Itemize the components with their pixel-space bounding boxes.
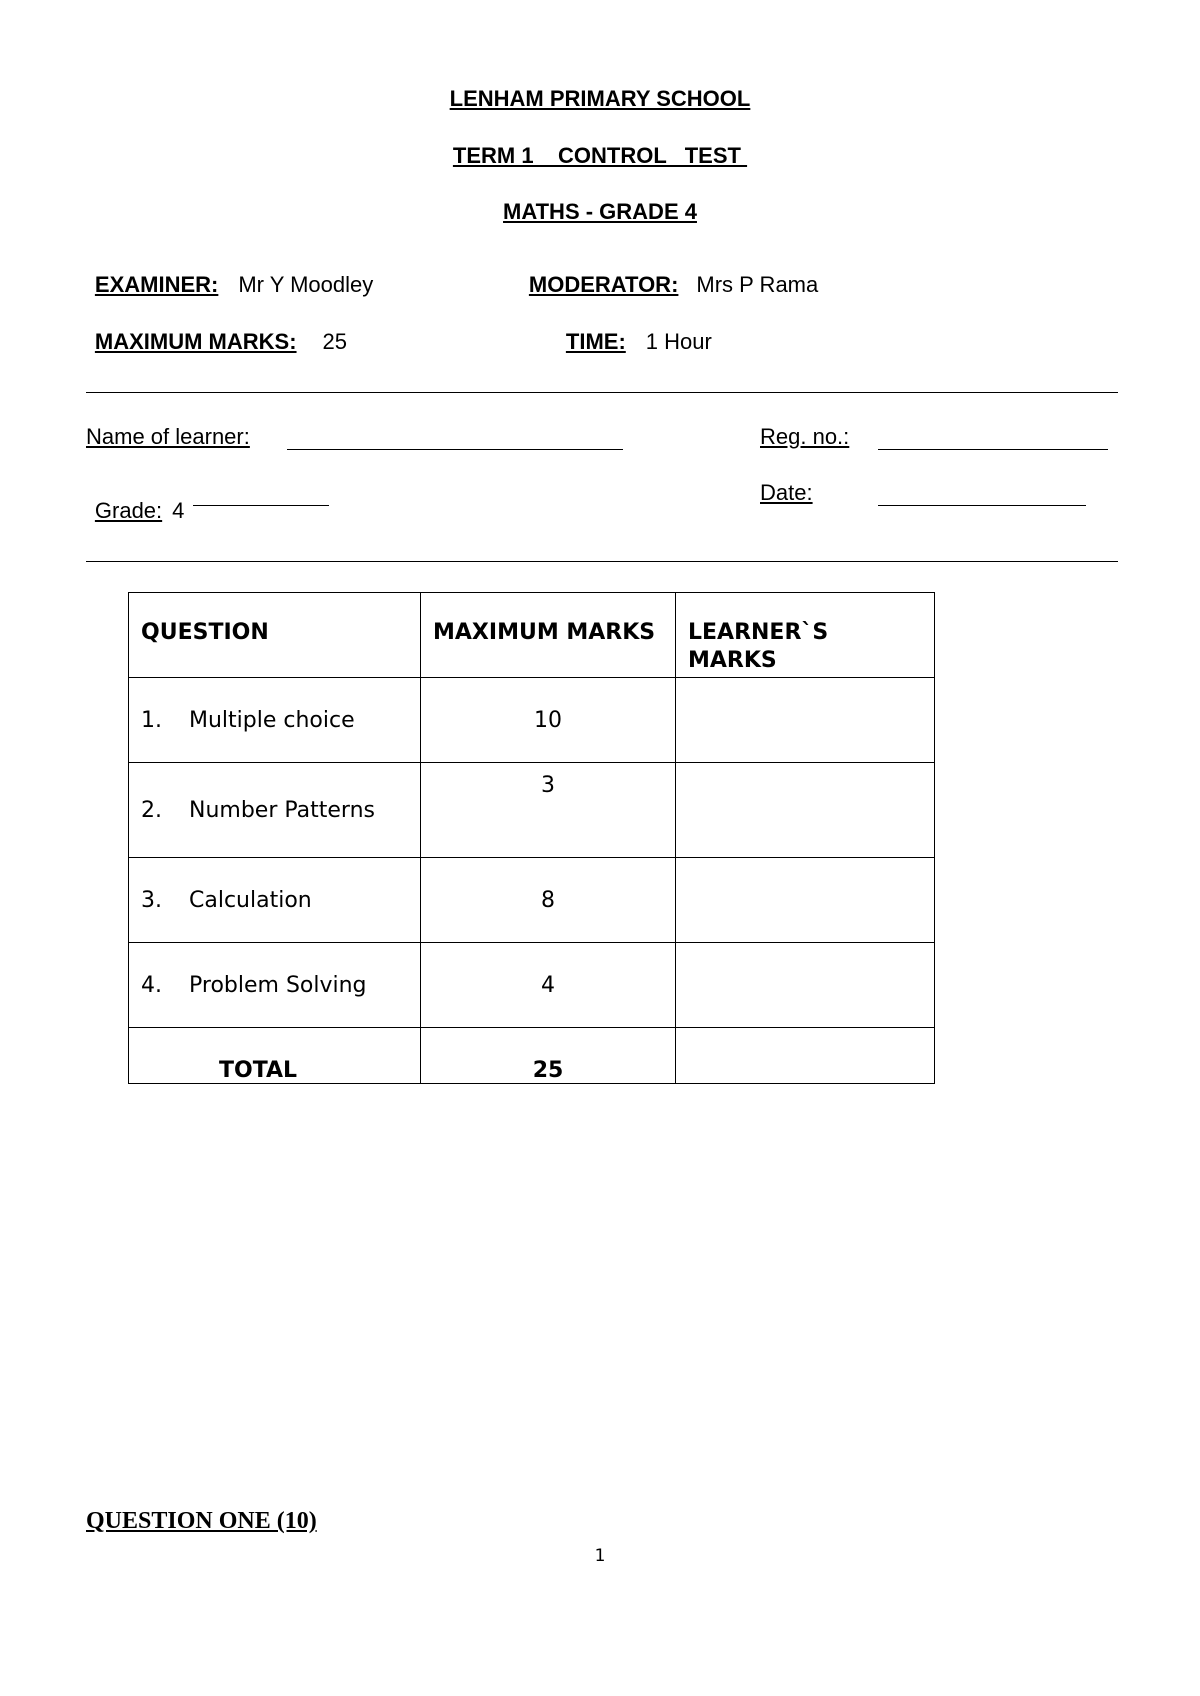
max-marks-cell: 8 [421,858,676,943]
subject-title: MATHS - GRADE 4 [503,199,697,224]
learner-marks-cell[interactable] [676,943,935,1028]
total-value: 25 [421,1028,676,1084]
max-marks-cell: 3 [421,763,676,858]
header-question: QUESTION [129,593,421,678]
question-cell: 3. Calculation [129,858,421,943]
question-cell: 4. Problem Solving [129,943,421,1028]
total-learner-cell[interactable] [676,1028,935,1084]
examiner-value: Mr Y Moodley [238,272,374,297]
table-row [129,678,935,763]
page-number: 1 [594,1546,606,1566]
table-row [129,943,935,1028]
learner-marks-cell[interactable] [676,858,935,943]
total-label: TOTAL [129,1028,421,1084]
grade-blank[interactable] [193,505,329,506]
school-name: LENHAM PRIMARY SCHOOL [449,86,751,111]
grade-label: Grade: [94,498,163,523]
examiner-label: EXAMINER: [94,272,219,297]
moderator-label: MODERATOR: [528,272,679,297]
date-label: Date: [760,480,813,505]
table-row [129,858,935,943]
question-cell: 2. Number Patterns [129,763,421,858]
divider-bottom [86,561,1118,562]
test-title: TERM 1 CONTROL TEST [452,143,748,168]
reg-no-label: Reg. no.: [760,424,850,449]
table-row [129,763,935,858]
learner-marks-cell[interactable] [676,678,935,763]
examiner-row [86,254,373,298]
max-marks-value: 25 [322,329,348,354]
grade-row [86,480,184,524]
date-blank[interactable] [878,505,1086,506]
marks-table [128,592,935,1084]
time-row [557,311,712,355]
learner-name-blank[interactable] [287,449,623,450]
moderator-value: Mrs P Rama [696,272,819,297]
max-marks-label: MAXIMUM MARKS: [94,329,297,354]
max-marks-row [86,311,347,355]
learner-marks-cell[interactable] [676,763,935,858]
reg-no-blank[interactable] [878,449,1108,450]
max-marks-cell: 4 [421,943,676,1028]
moderator-row [520,254,818,298]
header-learner-marks: LEARNER`S MARKS [676,593,935,678]
question-one-heading: QUESTION ONE (10) [86,1508,317,1534]
learner-name-label: Name of learner: [86,424,250,449]
total-row [129,1028,935,1084]
header-max-marks: MAXIMUM MARKS [421,593,676,678]
time-value: 1 Hour [645,329,712,354]
question-cell: 1. Multiple choice [129,678,421,763]
table-header-row [129,593,935,678]
grade-value: 4 [172,498,185,523]
max-marks-cell: 10 [421,678,676,763]
time-label: TIME: [565,329,626,354]
divider-top [86,392,1118,393]
